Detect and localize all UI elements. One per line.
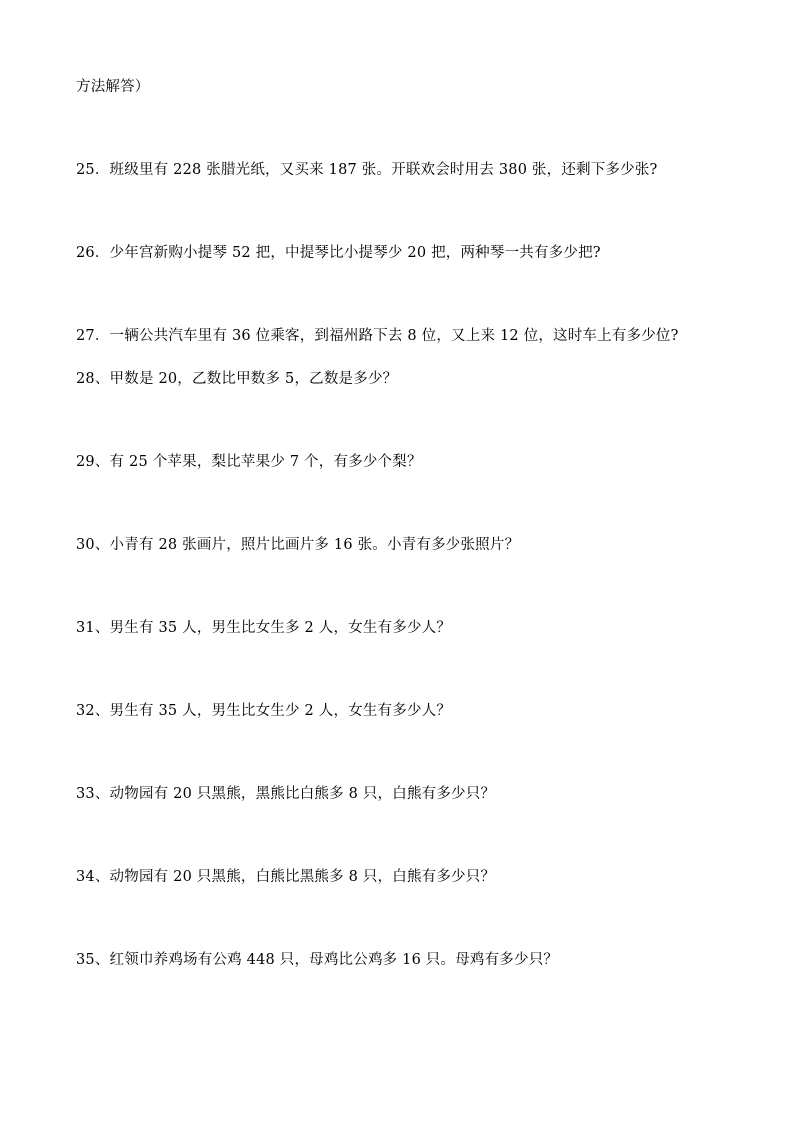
problem-31: 31、男生有 35 人，男生比女生多 2 人，女生有多少人？: [76, 620, 452, 636]
text-line-continuation: 方法解答）: [76, 79, 150, 95]
problem-25: 25．班级里有 228 张腊光纸，又买来 187 张。开联欢会时用去 380 张，还剩下多少张?: [76, 162, 658, 178]
problem-29: 29、有 25 个苹果，梨比苹果少 7 个，有多少个梨？: [76, 454, 422, 470]
problem-33: 33、动物园有 20 只黑熊，黑熊比白熊多 8 只，白熊有多少只？: [76, 786, 496, 802]
problem-35: 35、红领巾养鸡场有公鸡 448 只，母鸡比公鸡多 16 只。母鸡有多少只？: [76, 952, 559, 968]
problem-30: 30、小青有 28 张画片，照片比画片多 16 张。小青有多少张照片？: [76, 537, 520, 553]
problem-26: 26．少年宫新购小提琴 52 把，中提琴比小提琴少 20 把，两种琴一共有多少把?: [76, 245, 601, 261]
problem-27: 27．一辆公共汽车里有 36 位乘客，到福州路下去 8 位，又上来 12 位，这时车上有多少位?: [76, 328, 679, 344]
problem-34: 34、动物园有 20 只黑熊，白熊比黑熊多 8 只，白熊有多少只？: [76, 869, 496, 885]
problem-28: 28、甲数是 20，乙数比甲数多 5，乙数是多少？: [76, 371, 398, 387]
problem-32: 32、男生有 35 人，男生比女生少 2 人，女生有多少人？: [76, 703, 452, 719]
